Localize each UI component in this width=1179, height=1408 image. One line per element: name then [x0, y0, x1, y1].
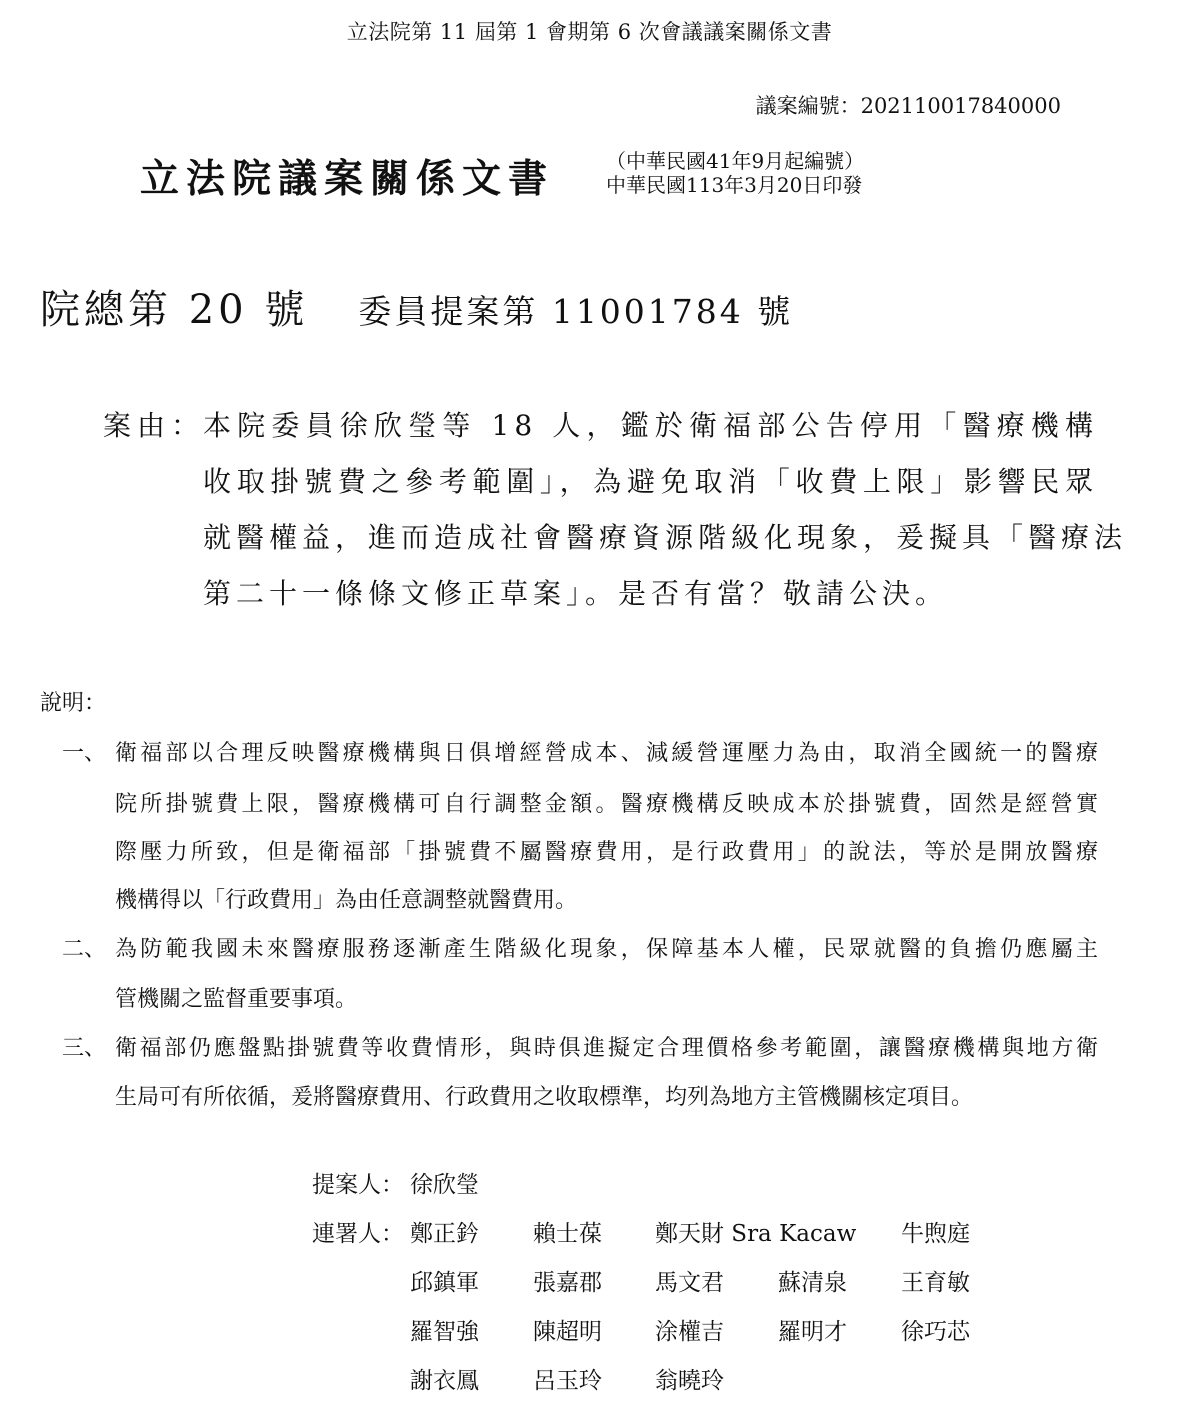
general-number: 院總第 20 號 — [40, 287, 309, 333]
document-title: 立法院議案關係文書 — [140, 156, 555, 202]
explanation-line: 衛福部以合理反映醫療機構與日俱增經營成本、減緩營運壓力為由，取消全國統一的醫療 — [115, 741, 1098, 766]
cosigner-name: 賴士葆 — [533, 1221, 602, 1247]
committee-proposal-number: 委員提案第 11001784 號 — [358, 292, 794, 331]
point-number: 一、 — [62, 741, 107, 766]
proposer-label: 提案人： — [312, 1172, 404, 1198]
reason-label: 案由： — [103, 409, 206, 442]
cosigner-name: 蘇清泉 — [778, 1270, 847, 1296]
cosigner-name: 徐巧芯 — [901, 1319, 970, 1345]
explanation-line: 衛福部仍應盤點掛號費等收費情形，與時俱進擬定合理價格參考範圍，讓醫療機構與地方衛 — [115, 1036, 1098, 1061]
explanation-line: 為防範我國未來醫療服務逐漸產生階級化現象，保障基本人權，民眾就醫的負擔仍應屬主 — [115, 937, 1098, 962]
point-number: 三、 — [62, 1036, 107, 1061]
explanation-line: 管機關之監督重要事項。 — [115, 987, 358, 1012]
cosigner-name: 羅智強 — [410, 1319, 479, 1345]
explanation-line: 機構得以「行政費用」為由任意調整就醫費用。 — [115, 888, 578, 913]
cosigner-name: 涂權吉 — [655, 1319, 724, 1345]
cosigner-name: 張嘉郡 — [533, 1270, 602, 1296]
explanation-line: 院所掛號費上限，醫療機構可自行調整金額。醫療機構反映成本於掛號費，固然是經營實 — [115, 792, 1098, 817]
cosigner-name: 翁曉玲 — [655, 1368, 724, 1394]
edition-note: （中華民國41年9月起編號） — [606, 149, 865, 173]
cosigner-name: 邱鎮軍 — [410, 1270, 479, 1296]
explanation-line: 際壓力所致，但是衛福部「掛號費不屬醫療費用，是行政費用」的說法，等於是開放醫療 — [115, 840, 1098, 865]
bill-number: 議案編號：202110017840000 — [755, 94, 1061, 118]
reason-line: 本院委員徐欣瑩等 18 人，鑑於衛福部公告停用「醫療機構 — [203, 409, 1098, 442]
cosigner-name: 羅明才 — [778, 1319, 847, 1345]
explanation-label: 說明： — [40, 691, 107, 716]
cosigner-name: 王育敏 — [901, 1270, 970, 1296]
proposer-name: 徐欣瑩 — [410, 1172, 479, 1198]
reason-line: 就醫權益，進而造成社會醫療資源階級化現象，爰擬具「醫療法 — [203, 521, 1128, 554]
cosigner-name: 鄭正鈐 — [410, 1221, 479, 1247]
case-number-line — [40, 278, 793, 335]
reason-line: 收取掛號費之參考範圍」，為避免取消「收費上限」影響民眾 — [203, 465, 1098, 498]
cosigner-name: 謝衣鳳 — [410, 1368, 479, 1394]
cosigner-name: 馬文君 — [655, 1270, 724, 1296]
cosigner-name: 牛煦庭 — [901, 1221, 970, 1247]
running-header: 立法院第 11 屆第 1 會期第 6 次會議議案關係文書 — [346, 20, 833, 44]
point-number: 二、 — [62, 937, 107, 962]
print-date: 中華民國113年3月20日印發 — [606, 173, 863, 197]
cosigner-name: 呂玉玲 — [533, 1368, 602, 1394]
cosigner-name: 鄭天財 Sra Kacaw — [655, 1221, 857, 1247]
cosigner-label: 連署人： — [312, 1221, 404, 1247]
reason-line: 第二十一條條文修正草案」。是否有當？敬請公決。 — [203, 577, 949, 610]
explanation-line: 生局可有所依循，爰將醫療費用、行政費用之收取標準，均列為地方主管機關核定項目。 — [115, 1085, 974, 1110]
cosigner-name: 陳超明 — [533, 1319, 602, 1345]
